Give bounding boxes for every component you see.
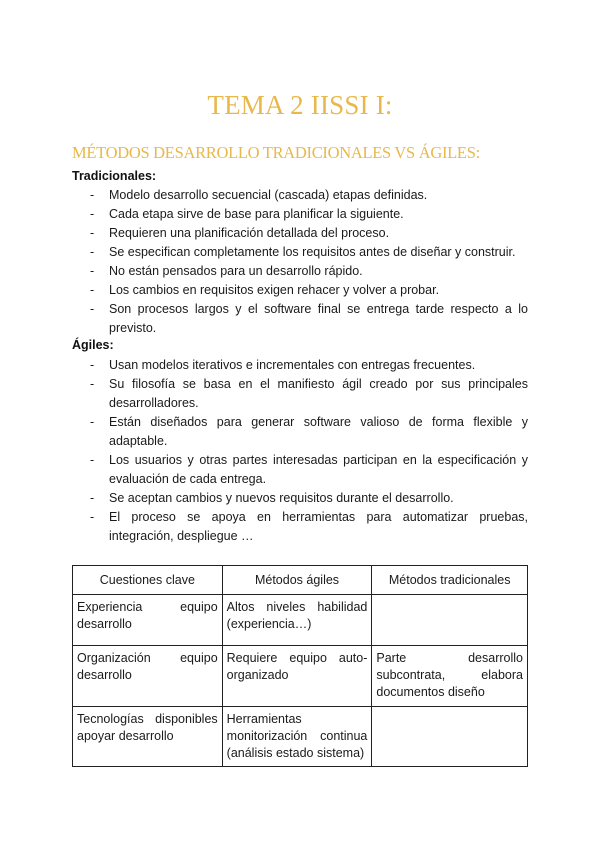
table-cell: Altos niveles habilidad (experiencia…) xyxy=(222,595,372,646)
list-item-text: Son procesos largos y el software final se entrega tarde respecto a lo previsto. xyxy=(109,302,528,335)
table-cell: Experiencia equipo desarrollo xyxy=(73,595,223,646)
bullet-dash: - xyxy=(90,510,95,524)
bullet-dash: - xyxy=(90,188,95,202)
table-header-row xyxy=(73,566,528,595)
list-item-text: Requieren una planificación detallada del proceso. xyxy=(109,226,390,240)
table-cell: Parte desarrollo subcontrata, elabora documentos diseño xyxy=(372,646,528,707)
list-item xyxy=(72,243,528,262)
list-item-text: Los usuarios y otras partes interesadas participan en la especificación y evaluación de cada entrega. xyxy=(109,453,528,486)
section-subtitle: MÉTODOS DESARROLLO TRADICIONALES VS ÁGILES: xyxy=(72,143,480,162)
header-cell-traditional: Métodos tradicionales xyxy=(372,566,528,595)
list-item xyxy=(72,451,528,489)
list-item xyxy=(72,262,528,281)
list-item-text: No están pensados para un desarrollo rápido. xyxy=(109,264,363,278)
list-item-text: Su filosofía se basa en el manifiesto ágil creado por sus principales desarrolladores. xyxy=(109,377,528,410)
bullet-dash: - xyxy=(90,415,95,429)
table-cell: Organización equipo desarrollo xyxy=(73,646,223,707)
bullet-dash: - xyxy=(90,283,95,297)
list-item-text: El proceso se apoya en herramientas para automatizar pruebas, integración, despliegue … xyxy=(109,510,528,543)
list-item xyxy=(72,413,528,451)
list-item-text: Se especifican completamente los requisitos antes de diseñar y construir. xyxy=(109,245,516,259)
agile-list xyxy=(72,356,528,546)
list-item xyxy=(72,281,528,300)
list-item xyxy=(72,205,528,224)
list-item xyxy=(72,508,528,546)
list-item-text: Modelo desarrollo secuencial (cascada) etapas definidas. xyxy=(109,188,428,202)
list-item xyxy=(72,186,528,205)
list-item xyxy=(72,300,528,338)
list-item xyxy=(72,375,528,413)
page-title: TEMA 2 IISSI I: xyxy=(207,90,393,120)
traditional-heading: Tradicionales: xyxy=(72,169,157,183)
bullet-dash: - xyxy=(90,453,95,467)
header-cell-agile: Métodos ágiles xyxy=(222,566,372,595)
list-item-text: Cada etapa sirve de base para planificar la siguiente. xyxy=(109,207,404,221)
bullet-dash: - xyxy=(90,491,95,505)
list-item-text: Usan modelos iterativos e incrementales con entregas frecuentes. xyxy=(109,358,476,372)
table-cell: Herramientas monitorización continua (análisis estado sistema) xyxy=(222,707,372,767)
bullet-dash: - xyxy=(90,377,95,391)
table-row xyxy=(73,707,528,767)
bullet-dash: - xyxy=(90,207,95,221)
table-cell xyxy=(372,595,528,646)
bullet-dash: - xyxy=(90,264,95,278)
bullet-dash: - xyxy=(90,226,95,240)
comparison-table xyxy=(72,565,528,767)
table-cell: Requiere equipo auto-organizado xyxy=(222,646,372,707)
header-cell-key-issues: Cuestiones clave xyxy=(73,566,223,595)
list-item-text: Se aceptan cambios y nuevos requisitos durante el desarrollo. xyxy=(109,491,454,505)
traditional-list xyxy=(72,186,528,338)
table-cell xyxy=(372,707,528,767)
table-row xyxy=(73,646,528,707)
list-item-text: Están diseñados para generar software valioso de forma flexible y adaptable. xyxy=(109,415,528,448)
table-row xyxy=(73,595,528,646)
list-item-text: Los cambios en requisitos exigen rehacer y volver a probar. xyxy=(109,283,440,297)
bullet-dash: - xyxy=(90,245,95,259)
bullet-dash: - xyxy=(90,358,95,372)
table-cell: Tecnologías disponibles apoyar desarrollo xyxy=(73,707,223,767)
list-item xyxy=(72,356,528,375)
list-item xyxy=(72,489,528,508)
agile-heading: Ágiles: xyxy=(72,338,114,352)
list-item xyxy=(72,224,528,243)
bullet-dash: - xyxy=(90,302,95,316)
